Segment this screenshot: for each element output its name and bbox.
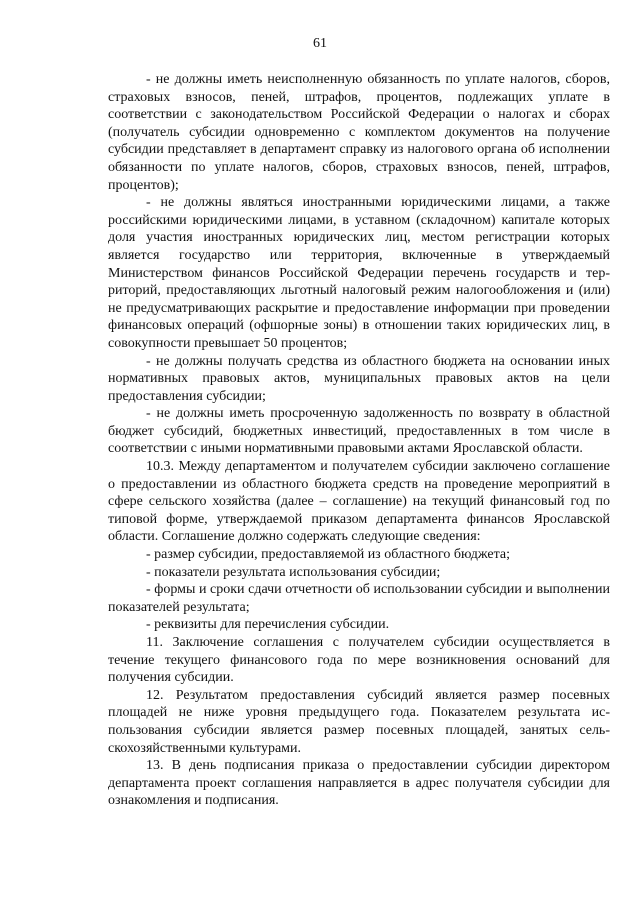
- paragraph-regional-budget-funds: - не должны получать средства из областного бюджета на основании иных нормативных правовых актов, муниципальных правовых актов на цели предоставления субсидии;: [108, 353, 610, 404]
- paragraph-overdue-debt: - не должны иметь просроченную задолженность по возврату в областной бюджет субсидий, бюджетных инвестиций, предоставленных в том числе в соответствии с иными нормативными правовыми актами Ярославской области.: [108, 406, 610, 457]
- paragraph-tax-obligations: - не должны иметь неисполненную обязанность по уплате налогов, сборов, страховых взносов, пеней, штрафов, процентов, подлежащих уплате в соответствии с законодательством Российской Федерации о налогах и сборах (получатель субсидии одновременно с комплектом документов на получение субсидии представляет в департамент справку из налогового органа об исполнении обязанности по уплате налогов, сборов, страховых взносов, пеней, штрафов, процентов);: [108, 72, 610, 193]
- paragraph-section-12: 12. Результатом предоставления субсидий является размер посевных площадей не ниже уровня предыдущего года. Показателем результата использования субсидии является размер посевных площадей, занятых сельскохозяйственными культурами.: [108, 687, 610, 756]
- list-item-bank-details: - реквизиты для перечисления субсидии.: [146, 617, 390, 633]
- page-number: 61: [313, 36, 327, 51]
- paragraph-section-11: 11. Заключение соглашения с получателем субсидии осуществляется в течение текущего финансового года по мере возникновения оснований для получения субсидии.: [108, 635, 610, 686]
- document-body: [108, 71, 610, 810]
- list-item-reporting-forms: - формы и сроки сдачи отчетности об использовании субсидии и выполнении показателей результата;: [108, 582, 610, 615]
- paragraph-section-13: 13. В день подписания приказа о предоставлении субсидии директором департамента проект соглашения направляется в адрес получателя субсидии для ознакомления и подписания.: [108, 758, 610, 809]
- paragraph-section-10-3: 10.3. Между департаментом и получателем субсидии заключено соглашение о предоставлении из областного бюджета средств на проведение мероприятий в сфере сельского хозяйства (далее – соглашение) на текущий финансовый год по типовой форме, утверждаемой приказом департамента финансов Ярославской области. Соглашение должно содержать следующие сведения:: [108, 459, 610, 545]
- list-item-subsidy-size: - размер субсидии, предоставляемой из областного бюджета;: [146, 547, 510, 563]
- list-item-result-indicators: - показатели результата использования субсидии;: [146, 564, 441, 580]
- paragraph-foreign-entities: - не должны являться иностранными юридическими лицами, а также российскими юридическими лицами, в уставном (складочном) капитале которых доля участия иностранных юридических лиц, местом регистрации которых является государство или территория, включенные в утверждаемый Министерством финансов Российской Федерации перечень государств и территорий, предоставляющих льготный налоговый режим налогообложения и (или) не предусматривающих раскрытие и предоставление информации при проведении финансовых операций (офшорные зоны) в отношении таких юридических лиц, в совокупности превышает 50 процентов;: [108, 195, 610, 351]
